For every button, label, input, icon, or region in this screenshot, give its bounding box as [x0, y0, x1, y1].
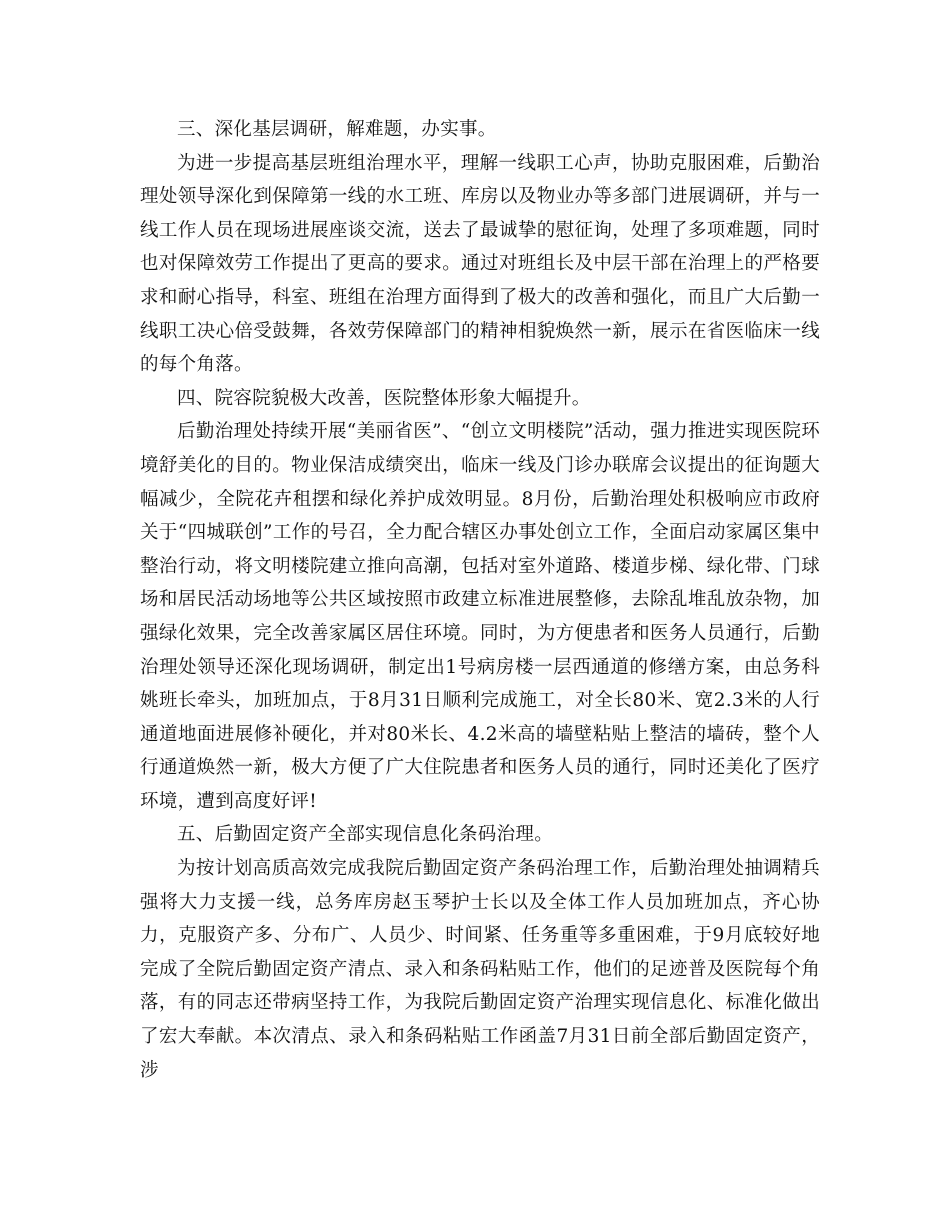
- body-paragraph: 为按计划高质高效完成我院后勤固定资产条码治理工作，后勤治理处抽调精兵强将大力支援一线，总务库房赵玉琴护士长以及全体工作人员加班加点，齐心协力，克服资产多、分布广、人员少、时间紧、任务重等多重困难，于9月底较好地完成了全院后勤固定资产清点、录入和条码粘贴工作，他们的足迹普及医院每个角落，有的同志还带病坚持工作，为我院后勤固定资产治理实现信息化、标准化做出了宏大奉献。本次清点、录入和条码粘贴工作函盖7月31日前全部后勤固定资产，涉: [140, 858, 820, 1081]
- section-heading-5: 五、后勤固定资产全部实现信息化条码治理。: [177, 824, 554, 846]
- body-paragraph: 为进一步提高基层班组治理水平，理解一线职工心声，协助克服困难，后勤治理处领导深化到保障第一线的水工班、库房以及物业办等多部门进展调研，并与一线工作人员在现场进展座谈交流，送去了最诚挚的慰征询，处理了多项难题，同时也对保障效劳工作提出了更高的要求。通过对班组长及中层干部在治理上的严格要求和耐心指导，科室、班组在治理方面得到了极大的改善和强化，而且广大后勤一线职工决心倍受鼓舞，各效劳保障部门的精神相貌焕然一新，展示在省医临床一线的每个角落。: [140, 152, 820, 376]
- section-heading-3: 三、深化基层调研，解难题，办实事。: [177, 119, 497, 140]
- section-heading-4: 四、院容院貌极大改善，医院整体形象大幅提升。: [177, 387, 591, 409]
- body-paragraph: 后勤治理处持续开展“美丽省医”、“创立文明楼院”活动，强力推进实现医院环境舒美化的目的。物业保洁成绩突出，临床一线及门诊办联席会议提出的征询题大幅减少，全院花卉租摆和绿化养护成效明显。8月份，后勤治理处积极响应市政府关于“四城联创”工作的号召，全力配合辖区办事处创立工作，全面启动家属区集中整治行动，将文明楼院建立推向高潮，包括对室外道路、楼道步梯、绿化带、门球场和居民活动场地等公共区域按照市政建立标准进展整修，去除乱堆乱放杂物，加强绿化效果，完全改善家属区居住环境。同时，为方便患者和医务人员通行，后勤治理处领导还深化现场调研，制定出1号病房楼一层西通道的修缮方案，由总务科姚班长牵头，加班加点，于8月31日顺利完成施工，对全长80米、宽2.3米的人行通道地面进展修补硬化，并对80米长、4.2米高的墙壁粘贴上整洁的墙砖，整个人行通道焕然一新，极大方便了广大住院患者和医务人员的通行，同时还美化了医疗环境，遭到高度好评!: [140, 421, 820, 812]
- document-body: [140, 113, 820, 1087]
